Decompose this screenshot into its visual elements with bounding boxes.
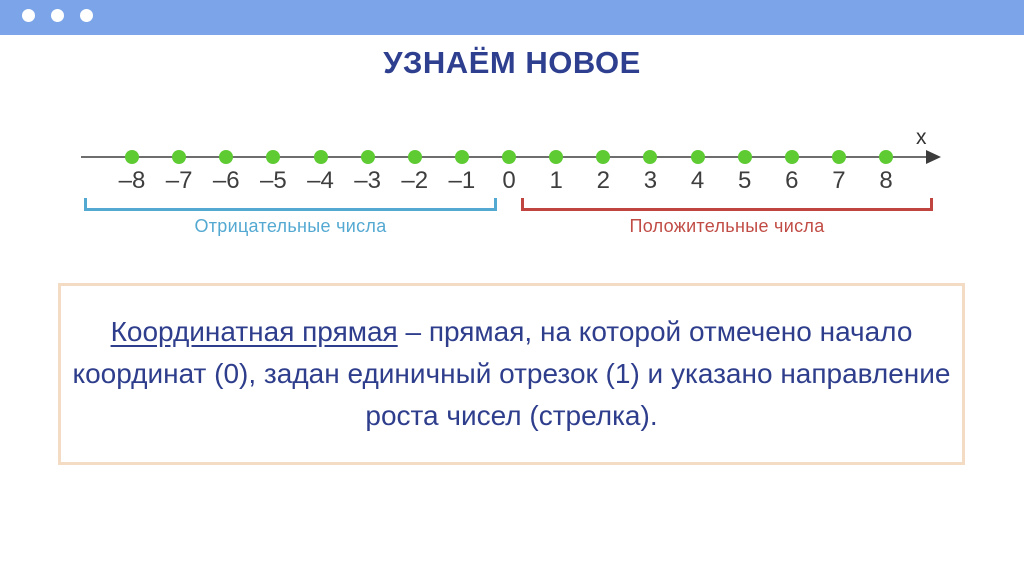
number-line-point (314, 150, 328, 164)
number-line-point (502, 150, 516, 164)
number-line-point (879, 150, 893, 164)
window-control-dot-icon[interactable] (22, 9, 35, 22)
definition-rest: – прямая, на которой отмечено начало координат (0), задан единичный отрезок (1) и указано направление роста чисел (стрелка). (72, 316, 951, 431)
window-titlebar (0, 0, 1024, 35)
positive-numbers-bracket (521, 198, 933, 211)
number-line-tick-label: 8 (879, 167, 893, 194)
number-line-point (361, 150, 375, 164)
number-line-point (691, 150, 705, 164)
axis-arrowhead-icon (926, 150, 941, 164)
number-line-tick-label: 2 (596, 167, 610, 194)
definition-text (61, 311, 962, 437)
number-line-tick-label: –1 (448, 167, 476, 194)
number-line-point (266, 150, 280, 164)
number-line-point (785, 150, 799, 164)
number-line-point (219, 150, 233, 164)
number-line-tick-label: –4 (307, 167, 334, 194)
page-title: УЗНАЁМ НОВОЕ (383, 45, 641, 80)
window-control-dot-icon[interactable] (80, 9, 93, 22)
negative-numbers-label: Отрицательные числа (194, 216, 387, 236)
number-line-tick-label: 3 (643, 167, 658, 194)
negative-numbers-bracket (84, 198, 497, 211)
number-line-point (549, 150, 563, 164)
number-line-point (172, 150, 186, 164)
number-line-tick-label: –2 (401, 167, 429, 194)
number-line-tick-label: 5 (737, 167, 752, 194)
number-line-tick-label: 0 (502, 167, 516, 194)
number-line-tick-label: 6 (785, 167, 799, 194)
window-control-dot-icon[interactable] (51, 9, 64, 22)
definition-box (58, 283, 965, 465)
number-line-point (738, 150, 752, 164)
definition-term: Координатная прямая (110, 316, 398, 347)
number-line-point (455, 150, 469, 164)
number-line-point (125, 150, 139, 164)
positive-numbers-label: Положительные числа (629, 216, 825, 236)
axis-label-x: x (916, 126, 927, 149)
number-line-tick-label: –7 (165, 167, 193, 194)
number-line-tick-label: 1 (549, 167, 563, 194)
number-line-tick-label: –8 (118, 167, 146, 194)
number-line-tick-label: –3 (354, 167, 381, 194)
number-line-point (832, 150, 846, 164)
number-line-tick-label: 7 (832, 167, 846, 194)
number-line-tick-label: –6 (212, 167, 240, 194)
number-line-point (643, 150, 657, 164)
number-line-point (596, 150, 610, 164)
number-line-point (408, 150, 422, 164)
number-line-tick-label: –5 (260, 167, 287, 194)
number-line-tick-label: 4 (690, 167, 705, 194)
